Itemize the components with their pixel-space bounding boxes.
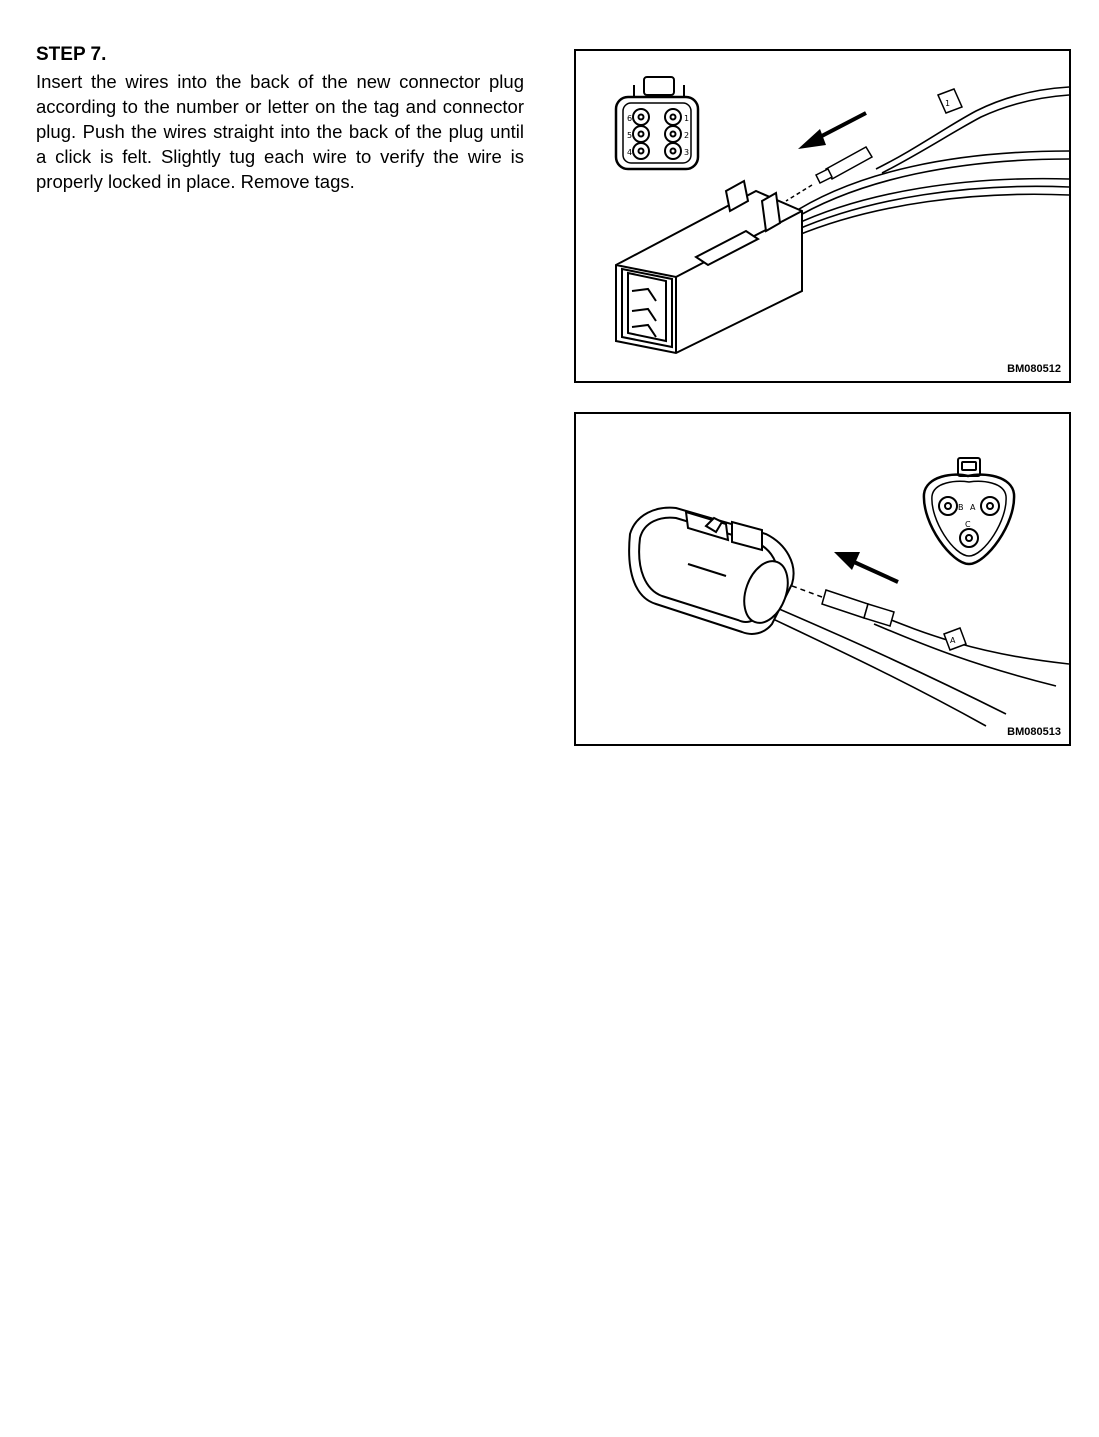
pin-face-inset bbox=[924, 458, 1014, 564]
wire-bundle bbox=[752, 599, 1069, 726]
wire-tag-label: 1 bbox=[945, 99, 951, 108]
pin-label-a: A bbox=[970, 503, 976, 512]
wire-terminal bbox=[776, 580, 894, 626]
wire-tag bbox=[938, 89, 962, 113]
figure-six-pin-connector bbox=[574, 49, 1071, 383]
pin-label-4: 4 bbox=[627, 148, 633, 157]
three-pin-connector-illustration bbox=[576, 414, 1069, 744]
pin-label-3: 3 bbox=[684, 148, 690, 157]
pin-label-6: 6 bbox=[627, 114, 633, 123]
pin-label-b: B bbox=[958, 503, 964, 512]
connector-body bbox=[616, 181, 802, 353]
wire-tag bbox=[944, 628, 966, 650]
figure-code: BM080512 bbox=[1007, 363, 1061, 375]
pin-label-c: C bbox=[965, 520, 971, 529]
step-instructions: Insert the wires into the back of the new connector plug according to the number or letter on the tag and connector plug. Push the wires straight into the back of the plug until a click is felt. Slightly tug each wire to verify the wire is properly locked in place. Remove tags. bbox=[36, 71, 524, 192]
six-pin-connector-illustration bbox=[576, 51, 1069, 381]
pin-label-1: 1 bbox=[684, 114, 690, 123]
pin-label-5: 5 bbox=[627, 131, 633, 140]
pin-label-2: 2 bbox=[684, 131, 690, 140]
figure-code: BM080513 bbox=[1007, 726, 1061, 738]
insert-arrow bbox=[798, 113, 866, 149]
figure-three-pin-connector bbox=[574, 412, 1071, 746]
insert-arrow bbox=[834, 552, 898, 582]
wire-bundle bbox=[788, 87, 1069, 236]
step-title: STEP 7. bbox=[36, 44, 107, 65]
connector-body bbox=[629, 508, 796, 634]
wire-tag-label: A bbox=[950, 636, 956, 645]
